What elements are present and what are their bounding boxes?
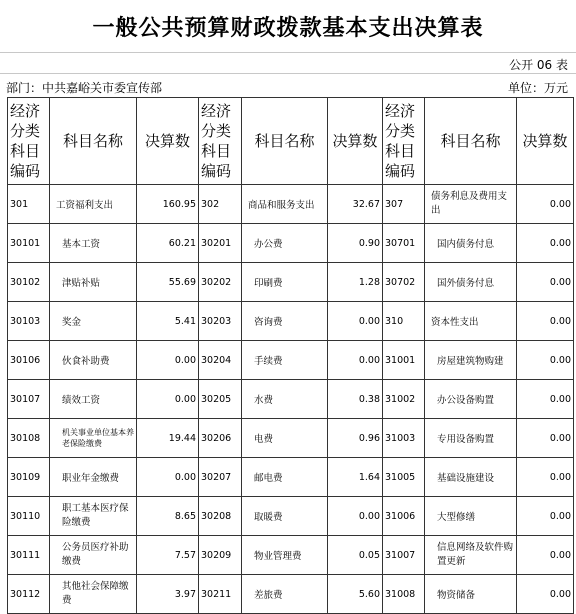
name-cell: 工资福利支出 (50, 185, 137, 224)
name-cell: 职业年金缴费 (50, 458, 137, 497)
header-name-2: 科目名称 (242, 98, 328, 185)
header-amount-2: 决算数 (328, 98, 383, 185)
name-cell: 办公设备购置 (425, 380, 517, 419)
code-cell: 30103 (8, 302, 50, 341)
name-cell: 商品和服务支出 (242, 185, 328, 224)
name-cell: 国外债务付息 (425, 263, 517, 302)
name-cell: 职工基本医疗保险缴费 (50, 497, 137, 536)
table-row (8, 302, 574, 341)
amount-cell: 7.57 (137, 536, 199, 575)
amount-cell: 55.69 (137, 263, 199, 302)
name-cell: 物业管理费 (242, 536, 328, 575)
code-cell: 302 (199, 185, 242, 224)
table-row (8, 536, 574, 575)
code-cell: 31002 (383, 380, 425, 419)
amount-cell: 32.67 (328, 185, 383, 224)
amount-cell: 0.00 (517, 263, 574, 302)
header-row (8, 98, 574, 185)
name-cell: 取暖费 (242, 497, 328, 536)
code-cell: 30205 (199, 380, 242, 419)
department-label: 部门：中共嘉峪关市委宣传部 (6, 81, 163, 95)
code-cell: 30106 (8, 341, 50, 380)
amount-cell: 0.00 (517, 224, 574, 263)
amount-cell: 0.00 (328, 302, 383, 341)
code-cell: 30111 (8, 536, 50, 575)
name-cell: 大型修缮 (425, 497, 517, 536)
name-cell: 水费 (242, 380, 328, 419)
code-cell: 30206 (199, 419, 242, 458)
unit-label: 单位：万元 (507, 81, 568, 95)
code-cell: 30201 (199, 224, 242, 263)
table-row (8, 575, 574, 614)
amount-cell: 3.97 (137, 575, 199, 614)
amount-cell: 1.28 (328, 263, 383, 302)
amount-cell: 0.05 (328, 536, 383, 575)
name-cell: 专用设备购置 (425, 419, 517, 458)
code-cell: 30202 (199, 263, 242, 302)
code-cell: 30209 (199, 536, 242, 575)
name-cell: 其他社会保障缴费 (50, 575, 137, 614)
code-cell: 31007 (383, 536, 425, 575)
name-cell: 资本性支出 (425, 302, 517, 341)
table-row (8, 458, 574, 497)
expenditure-table (7, 97, 574, 614)
code-cell: 30207 (199, 458, 242, 497)
code-cell: 30211 (199, 575, 242, 614)
amount-cell: 0.00 (137, 341, 199, 380)
amount-cell: 0.38 (328, 380, 383, 419)
form-code: 公开 06 表 (509, 58, 568, 72)
code-cell: 30204 (199, 341, 242, 380)
amount-cell: 0.00 (517, 380, 574, 419)
code-cell: 31008 (383, 575, 425, 614)
header-name-3: 科目名称 (425, 98, 517, 185)
code-cell: 30109 (8, 458, 50, 497)
code-cell: 301 (8, 185, 50, 224)
amount-cell: 0.00 (517, 458, 574, 497)
header-amount-3: 决算数 (517, 98, 574, 185)
name-cell: 基本工资 (50, 224, 137, 263)
name-cell: 物资储备 (425, 575, 517, 614)
amount-cell: 5.41 (137, 302, 199, 341)
code-cell: 30101 (8, 224, 50, 263)
code-cell: 30107 (8, 380, 50, 419)
name-cell: 信息网络及软件购置更新 (425, 536, 517, 575)
amount-cell: 60.21 (137, 224, 199, 263)
code-cell: 30203 (199, 302, 242, 341)
code-cell: 30108 (8, 419, 50, 458)
amount-cell: 0.00 (517, 302, 574, 341)
name-cell: 邮电费 (242, 458, 328, 497)
code-cell: 31003 (383, 419, 425, 458)
name-cell: 印刷费 (242, 263, 328, 302)
table-row (8, 419, 574, 458)
name-cell: 机关事业单位基本养老保险缴费 (50, 419, 137, 458)
page-title: 一般公共预算财政拨款基本支出决算表 (0, 0, 576, 53)
table-row (8, 497, 574, 536)
code-cell: 30701 (383, 224, 425, 263)
table-row (8, 224, 574, 263)
code-cell: 30110 (8, 497, 50, 536)
name-cell: 国内债务付息 (425, 224, 517, 263)
code-cell: 30208 (199, 497, 242, 536)
header-code-1: 经济分类科目编码 (8, 98, 50, 185)
table-row (8, 341, 574, 380)
header-code-3: 经济分类科目编码 (383, 98, 425, 185)
name-cell: 伙食补助费 (50, 341, 137, 380)
name-cell: 房屋建筑物购建 (425, 341, 517, 380)
amount-cell: 0.00 (517, 419, 574, 458)
name-cell: 基础设施建设 (425, 458, 517, 497)
code-cell: 31005 (383, 458, 425, 497)
name-cell: 公务员医疗补助缴费 (50, 536, 137, 575)
code-cell: 30102 (8, 263, 50, 302)
amount-cell: 0.00 (517, 497, 574, 536)
amount-cell: 0.00 (517, 341, 574, 380)
name-cell: 办公费 (242, 224, 328, 263)
amount-cell: 160.95 (137, 185, 199, 224)
meta-row (0, 76, 576, 96)
name-cell: 手续费 (242, 341, 328, 380)
amount-cell: 0.00 (517, 185, 574, 224)
code-cell: 31001 (383, 341, 425, 380)
name-cell: 绩效工资 (50, 380, 137, 419)
amount-cell: 19.44 (137, 419, 199, 458)
code-cell: 310 (383, 302, 425, 341)
table-row (8, 185, 574, 224)
amount-cell: 8.65 (137, 497, 199, 536)
amount-cell: 0.00 (517, 575, 574, 614)
header-amount-1: 决算数 (137, 98, 199, 185)
name-cell: 咨询费 (242, 302, 328, 341)
header-name-1: 科目名称 (50, 98, 137, 185)
amount-cell: 0.00 (137, 380, 199, 419)
form-code-row (0, 53, 576, 74)
table-row (8, 263, 574, 302)
name-cell: 津贴补贴 (50, 263, 137, 302)
amount-cell: 0.96 (328, 419, 383, 458)
code-cell: 307 (383, 185, 425, 224)
amount-cell: 0.00 (137, 458, 199, 497)
amount-cell: 1.64 (328, 458, 383, 497)
amount-cell: 0.90 (328, 224, 383, 263)
amount-cell: 5.60 (328, 575, 383, 614)
amount-cell: 0.00 (517, 536, 574, 575)
name-cell: 奖金 (50, 302, 137, 341)
code-cell: 30702 (383, 263, 425, 302)
table-row (8, 380, 574, 419)
code-cell: 30112 (8, 575, 50, 614)
name-cell: 差旅费 (242, 575, 328, 614)
header-code-2: 经济分类科目编码 (199, 98, 242, 185)
name-cell: 债务利息及费用支出 (425, 185, 517, 224)
code-cell: 31006 (383, 497, 425, 536)
amount-cell: 0.00 (328, 497, 383, 536)
name-cell: 电费 (242, 419, 328, 458)
amount-cell: 0.00 (328, 341, 383, 380)
